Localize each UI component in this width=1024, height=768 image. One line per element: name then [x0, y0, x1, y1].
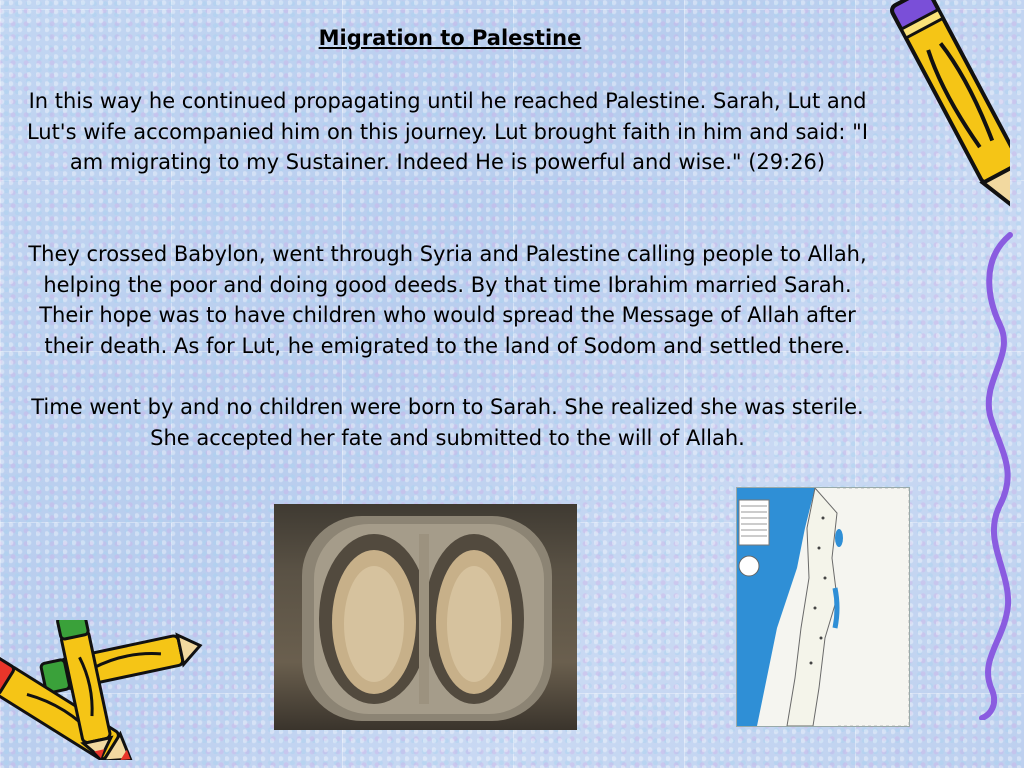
paragraph-journey: In this way he continued propagating until he reached Palestine. Sarah, Lut and Lut's wife accompanied him on this journey. Lut brought faith in him and said: "I am migrating to my Sustainer. Indeed He is powerful and wise." (29:26): [26, 89, 869, 174]
slide-title: Migration to Palestine: [318, 26, 582, 50]
squiggle-line-icon: [970, 230, 1024, 720]
pencils-icon: [0, 620, 205, 760]
pencil-icon: [860, 0, 1010, 245]
palestine-map: [736, 487, 910, 727]
stone-footprints-photo: [274, 504, 577, 730]
paragraph-babylon: They crossed Babylon, went through Syria and Palestine calling people to Allah, helping the poor and doing good deeds. By that time Ibrahim married Sarah. Their hope was to have children who would spread the Message of Allah after their death. As for Lut, he emigrated to the land of Sodom and settled there.: [28, 242, 867, 358]
paragraph-sarah: Time went by and no children were born to Sarah. She realized she was sterile. She accepted her fate and submitted to the will of Allah.: [31, 395, 864, 450]
